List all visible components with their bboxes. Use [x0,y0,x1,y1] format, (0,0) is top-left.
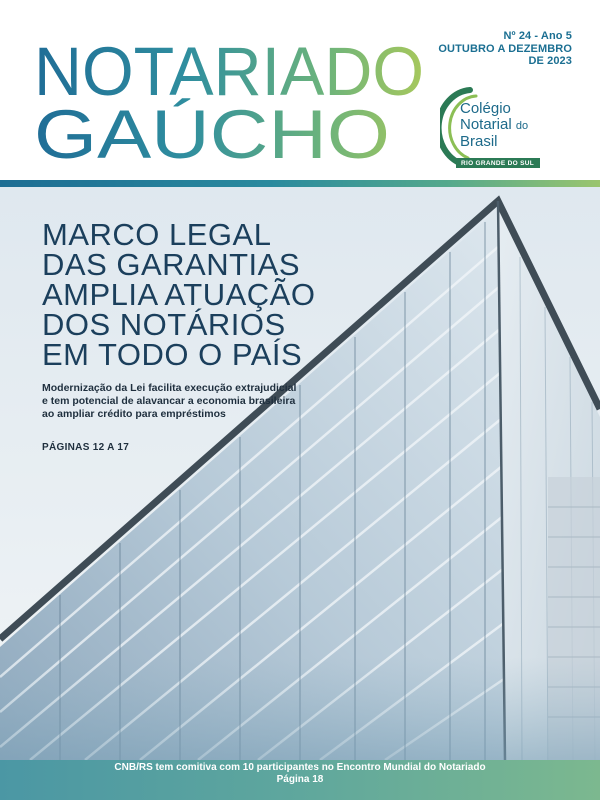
headline-line: MARCO LEGAL [42,217,272,252]
footer-teaser-text: CNB/RS tem comitiva com 10 participantes no Encontro Mundial do Notariado [114,762,486,773]
cover-pages-reference: PÁGINAS 12 A 17 [42,442,130,453]
colegio-notarial-logo [440,84,580,176]
issue-number: Nº 24 - Ano 5 [503,30,572,42]
headline-line: EM TODO O PAÍS [42,337,303,372]
issue-period: OUTUBRO A DEZEMBRO [438,42,572,55]
footer-teaser-page: Página 18 [276,773,324,785]
cover-headline [42,217,372,372]
logo-line2-suffix: do [515,120,529,132]
masthead [0,0,600,178]
masthead-title-line2: GAÚCHO [34,96,390,173]
footer-teaser [0,760,600,800]
logo-line2: Notarial [460,116,512,133]
logo-region-badge: RIO GRANDE DO SUL [456,158,540,168]
headline-line: AMPLIA ATUAÇÃO [42,277,316,312]
logo-line3: Brasil [460,133,498,150]
masthead-divider [0,180,600,187]
headline-line: DOS NOTÁRIOS [42,307,286,342]
issue-info [438,30,572,68]
cover-deck: Modernização da Lei facilita execução extrajudicial e tem potencial de alavancar a economia brasileira ao ampliar crédito para empréstimos [42,382,297,421]
masthead-title-line1: NOTARIADO [34,33,424,110]
logo-line1: Colégio [460,100,511,117]
issue-year: DE 2023 [528,55,572,67]
headline-line: DAS GARANTIAS [42,247,300,282]
